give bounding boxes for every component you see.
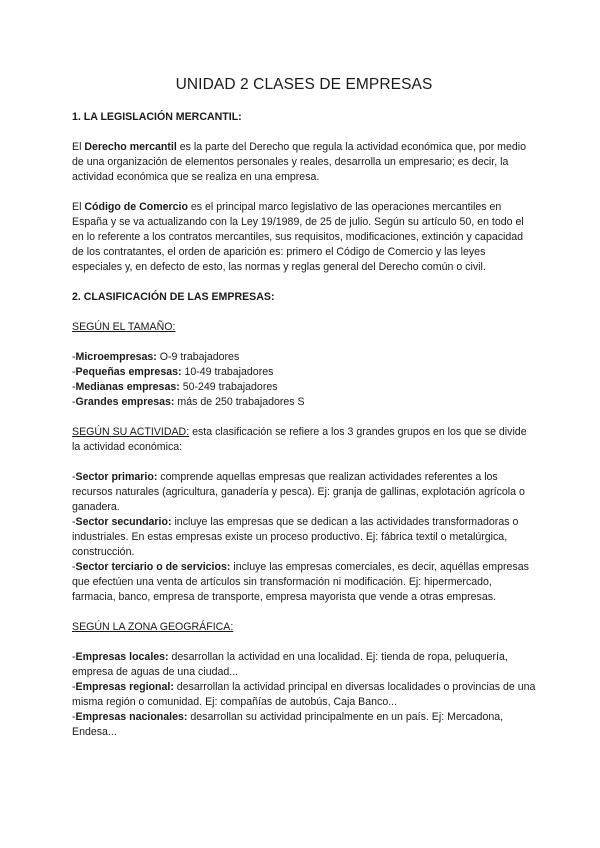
item-text: desarrollan la actividad principal en diversas localidades o provincias de una misma región o comunidad. Ej: compañías de autobús, Caja Banco... — [72, 681, 536, 708]
p2-lead: El — [72, 201, 85, 213]
size-list — [72, 350, 536, 410]
list-item — [72, 350, 536, 365]
item-label: Empresas locales: — [75, 651, 169, 663]
list-item — [72, 470, 536, 515]
item-label: Grandes empresas: — [75, 396, 175, 408]
section-1-heading: 1. LA LEGISLACIÓN MERCANTIL: — [72, 111, 242, 123]
dash: - — [72, 561, 76, 573]
item-label: Sector primario: — [75, 471, 158, 483]
paragraph-derecho-mercantil — [72, 140, 536, 185]
list-item — [72, 560, 536, 605]
item-text: desarrollan la actividad en una localidad. Ej: tienda de ropa, peluquería, empresa de aguas de una ciudad... — [72, 651, 508, 678]
dash: - — [72, 366, 76, 378]
list-item — [72, 395, 536, 410]
p1-rest: es la parte del Derecho que regula la actividad económica que, por medio de una organización de elementos personales y reales, desarrolla un empresario; es decir, la actividad económica que se realiza en una empresa. — [72, 141, 527, 183]
item-label: Medianas empresas: — [75, 381, 180, 393]
list-item — [72, 365, 536, 380]
document-title: UNIDAD 2 CLASES DE EMPRESAS — [175, 76, 433, 93]
item-label: Microempresas: — [75, 351, 157, 363]
dash: - — [72, 651, 76, 663]
item-text: comprende aquellas empresas que realizan actividades referentes a los recursos naturales (agricultura, ganadería y pesca). Ej: granja de gallinas, explotación agrícola o ganadera. — [72, 471, 525, 513]
list-item — [72, 680, 536, 710]
activity-intro — [72, 425, 536, 455]
list-item — [72, 710, 536, 740]
dash: - — [72, 396, 76, 408]
section-2-heading: 2. CLASIFICACIÓN DE LAS EMPRESAS: — [72, 291, 275, 303]
item-label: Sector terciario o de servicios: — [75, 561, 231, 573]
activity-heading: SEGÚN SU ACTIVIDAD: — [72, 426, 190, 438]
list-item — [72, 515, 536, 560]
size-heading: SEGÚN EL TAMAÑO: — [72, 321, 176, 333]
activity-intro-text: esta clasificación se refiere a los 3 grandes grupos en los que se divide la actividad económica: — [72, 426, 527, 453]
item-text: 50-249 trabajadores — [179, 381, 278, 393]
item-text: más de 250 trabajadores S — [174, 396, 305, 408]
dash: - — [72, 471, 76, 483]
item-label: Pequeñas empresas: — [75, 366, 182, 378]
zone-list — [72, 650, 536, 740]
term-codigo-comercio: Código de Comercio — [84, 201, 188, 213]
item-label: Empresas regional: — [75, 681, 174, 693]
dash: - — [72, 711, 76, 723]
p1-lead: El — [72, 141, 85, 153]
dash: - — [72, 516, 76, 528]
item-text: incluye las empresas comerciales, es decir, aquéllas empresas que efectúen una venta de artículos sin transformación ni modificación. Ej: hipermercado, farmacia, banco, empresa de transporte, empresa mayorista que vende a otras empresas. — [72, 561, 529, 603]
p2-rest: es el principal marco legislativo de las operaciones mercantiles en España y se va actualizando con la Ley 19/1989, de 25 de julio. Según su artículo 50, en todo el en lo referente a los contratos mercantiles, sus requisitos, modificaciones, extinción y capacidad de los contratantes, el orden de aparición es: primero el Código de Comercio y las leyes especiales y, en defecto de esto, las normas y reglas general del Derecho común o civil. — [72, 201, 524, 273]
dash: - — [72, 381, 76, 393]
item-text: O-9 trabajadores — [156, 351, 240, 363]
dash: - — [72, 351, 76, 363]
list-item — [72, 380, 536, 395]
item-text: desarrollan su actividad principalmente en un país. Ej: Mercadona, Endesa... — [72, 711, 504, 738]
item-label: Empresas nacionales: — [75, 711, 188, 723]
activity-list — [72, 470, 536, 605]
item-text: 10-49 trabajadores — [181, 366, 274, 378]
item-text: incluye las empresas que se dedican a las actividades transformadoras o industriales. En estas empresas existe un proceso productivo. Ej: fábrica textil o metalúrgica, construcción. — [72, 516, 519, 558]
zone-heading: SEGÚN LA ZONA GEOGRÁFICA: — [72, 621, 234, 633]
term-derecho-mercantil: Derecho mercantil — [84, 141, 177, 153]
dash: - — [72, 681, 76, 693]
list-item — [72, 650, 536, 680]
paragraph-codigo-comercio — [72, 200, 536, 275]
item-label: Sector secundario: — [75, 516, 172, 528]
